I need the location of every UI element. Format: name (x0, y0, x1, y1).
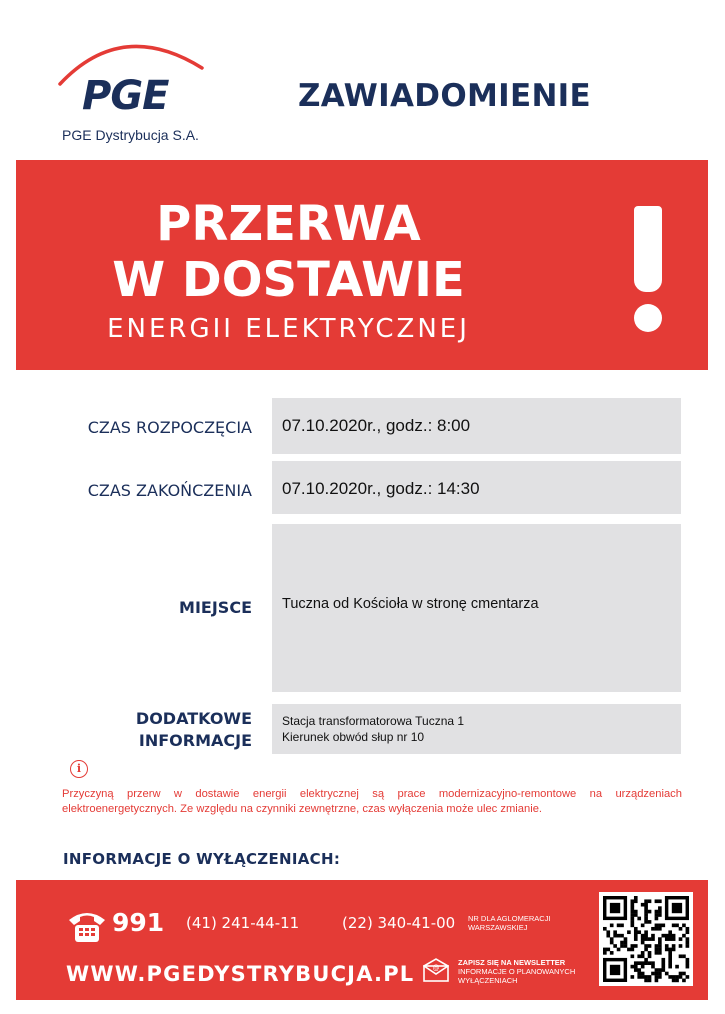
extra-info-field (272, 704, 681, 754)
end-time-label: CZAS ZAKOŃCZENIA (87, 481, 252, 500)
emergency-number: 991 (112, 908, 165, 937)
mail-icon (423, 958, 449, 982)
outage-info-heading: INFORMACJE O WYŁĄCZENIACH: (63, 850, 341, 868)
newsletter-info[interactable] (458, 958, 578, 985)
start-time-value: 07.10.2020r., godz.: 8:00 (282, 416, 471, 435)
phone-number-2: (22) 340-41-00 (342, 914, 456, 932)
pge-logo (52, 28, 232, 153)
place-label: MIEJSCE (179, 598, 252, 617)
qr-code-icon (599, 892, 693, 986)
place-value: Tuczna od Kościoła w stronę cmentarza (282, 596, 539, 612)
end-time-value: 07.10.2020r., godz.: 14:30 (282, 479, 480, 498)
banner-line-2: W DOSTAWIE (112, 252, 465, 308)
website-link[interactable]: WWW.PGEDYSTRYBUCJA.PL (66, 962, 415, 986)
phone-2-note: NR DLA AGLOMERACJI WARSZAWSKIEJ (468, 914, 551, 932)
logo-text: PGE (82, 73, 169, 119)
place-field (272, 524, 681, 692)
notice-text: Przyczyną przerw w dostawie energii elektrycznej są prace modernizacyjno-remontowe na urządzeniach elektroenergetycznych. Ze względu na czynniki zewnętrzne, czas wyłączenia może ulec zmianie. (62, 788, 682, 815)
banner-line-3: ENERGII ELEKTRYCZNEJ (107, 314, 470, 344)
newsletter-text: INFORMACJE O PLANOWANYCH WYŁĄCZENIACH (458, 967, 576, 985)
newsletter-title: ZAPISZ SIĘ NA NEWSLETTER (458, 958, 566, 967)
start-time-label: CZAS ROZPOCZĘCIA (87, 418, 252, 437)
banner-line-1: PRZERWA (156, 196, 421, 252)
exclamation-icon (628, 206, 668, 334)
phone-number-1: (41) 241-44-11 (186, 914, 300, 932)
phone-icon (66, 908, 108, 944)
extra-info-label-2: INFORMACJE (138, 731, 252, 750)
outage-banner (16, 160, 708, 370)
end-time-field (272, 461, 681, 514)
svg-text:@: @ (432, 964, 440, 972)
start-time-field (272, 398, 681, 454)
extra-info-line-2: Kierunek obwód słup nr 10 (282, 730, 425, 744)
contact-footer (16, 880, 708, 1000)
extra-info-label-1: DODATKOWE (135, 709, 252, 728)
company-name: PGE Dystrybucja S.A. (62, 127, 199, 143)
info-icon: i (70, 760, 88, 778)
extra-info-line-1: Stacja transformatorowa Tuczna 1 (282, 714, 465, 728)
document-title: ZAWIADOMIENIE (298, 78, 591, 114)
